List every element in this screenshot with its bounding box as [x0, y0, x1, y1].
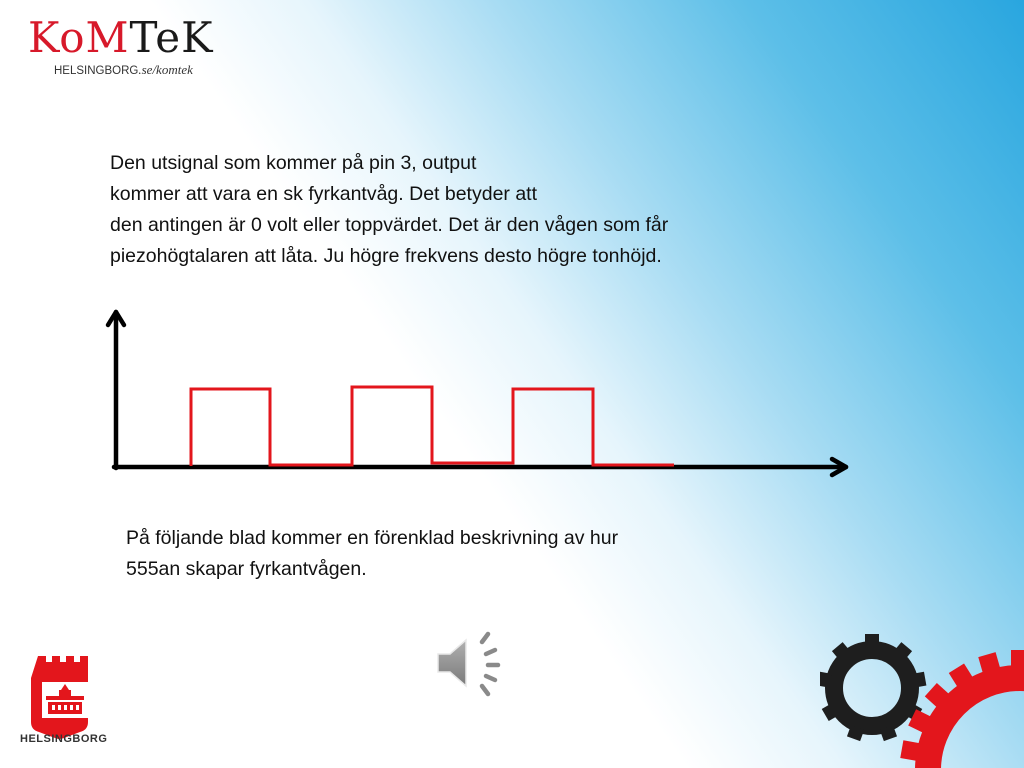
intro-line: kommer att vara en sk fyrkantvåg. Det betyder att — [110, 183, 538, 205]
logo-subtitle-main: HELSINGBORG — [54, 65, 139, 77]
logo-title-red: KoM — [28, 13, 130, 62]
intro-line: piezohögtalaren att låta. Ju högre frekvens desto högre tonhöjd. — [110, 245, 662, 267]
intro-line: Den utsignal som kommer på pin 3, output — [110, 152, 477, 174]
axes — [108, 312, 846, 475]
square-wave — [191, 387, 674, 466]
intro-line: den antingen är 0 volt eller toppvärdet. Det är den vågen som får — [110, 214, 669, 236]
logo-subtitle-italic: .se/komtek — [138, 62, 193, 77]
outro-text — [126, 523, 618, 585]
crest-label: HELSINGBORG — [20, 733, 108, 745]
outro-line: 555an skapar fyrkantvågen. — [126, 558, 367, 580]
speaker-icon[interactable] — [432, 628, 512, 700]
logo-title-black: TeK — [129, 13, 214, 62]
gears-icon — [820, 620, 1024, 768]
outro-line: På följande blad kommer en förenklad beskrivning av hur — [126, 527, 619, 549]
